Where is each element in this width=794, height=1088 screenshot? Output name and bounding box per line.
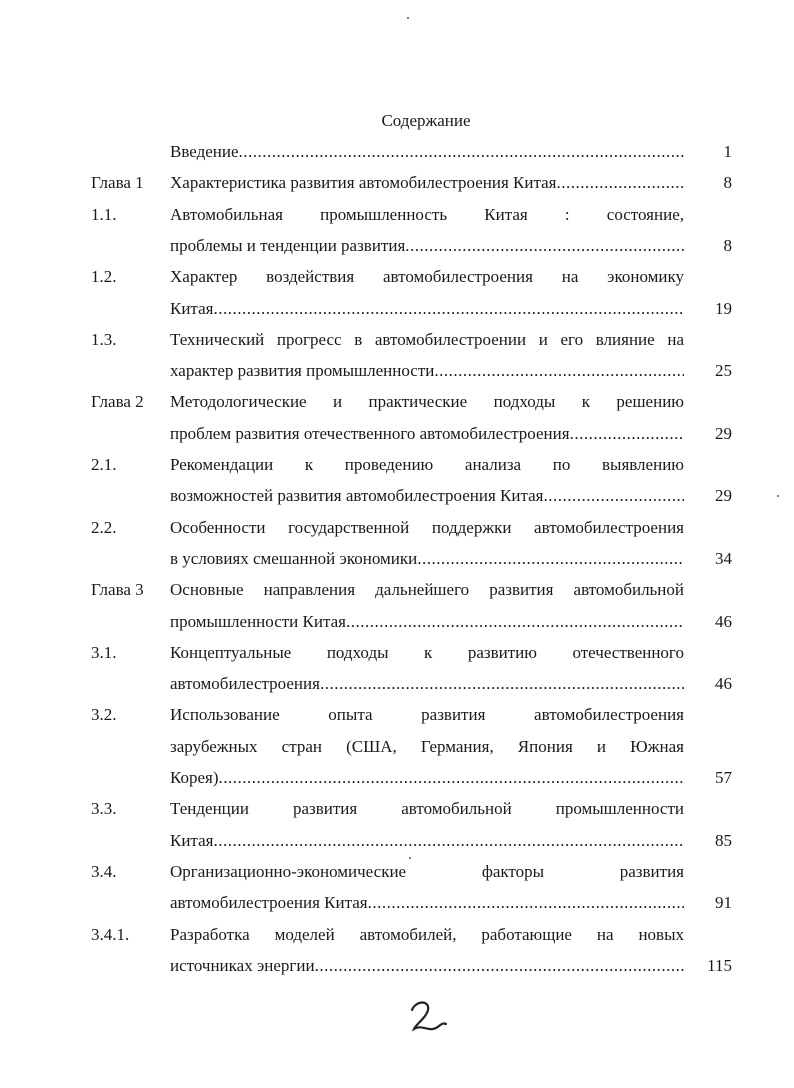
toc-entry-title-line: Автомобильная промышленность Китая : состояние, xyxy=(170,204,684,224)
dot-leader xyxy=(320,672,684,696)
toc-entry-title-line: Рекомендации к проведению анализа по выявлению xyxy=(170,455,684,474)
toc-entry-title-line xyxy=(170,140,684,164)
toc-entry-title-line: Тенденции развития автомобильной промышленности xyxy=(170,799,684,819)
dot-leader xyxy=(417,547,684,571)
toc-entry-title-line xyxy=(170,672,684,696)
toc-entry-title-line xyxy=(170,297,684,321)
toc-entry-title-line: Концептуальные подходы к развитию отечественного xyxy=(170,642,684,662)
toc-entry-page: 115 xyxy=(707,955,732,975)
toc-entry-title-text: характер развития промышленности xyxy=(170,361,435,381)
toc-entry-title-text: проблемы и тенденции развития xyxy=(170,235,406,255)
toc-entry-title-text: в условиях смешанной экономики xyxy=(170,548,418,568)
toc-entry-page: 29 xyxy=(715,423,732,443)
toc-entry-title-text: Введение xyxy=(170,142,239,161)
handwritten-page-number xyxy=(402,996,452,1036)
toc-entry-title-line xyxy=(170,547,684,571)
toc-entry-title-line: Технический прогресс в автомобилестроении и его влияние на xyxy=(170,329,684,349)
dot-leader xyxy=(543,484,684,508)
toc-entry-title-line xyxy=(170,610,684,634)
toc-entry-title-text: Китая xyxy=(170,298,214,318)
dot-leader xyxy=(213,829,684,853)
toc-entry-title-line: Характер воздействия автомобилестроения на экономику xyxy=(170,267,684,287)
toc-entry-number: 3.4. xyxy=(91,861,117,881)
toc-entry-page: 29 xyxy=(715,486,732,506)
toc-entry-page: 1 xyxy=(723,142,732,161)
dot-leader xyxy=(556,171,684,195)
toc-entry-page: 34 xyxy=(715,548,732,568)
toc-entry-page: 46 xyxy=(715,611,732,631)
toc-entry-page: 19 xyxy=(715,298,732,318)
dot-leader xyxy=(346,610,684,634)
toc-entry-title-line: Использование опыта развития автомобилестроения xyxy=(170,705,684,725)
toc-entry-title-line: Организационно-экономические факторы развития xyxy=(170,861,684,881)
toc-entry-number: 3.4.1. xyxy=(91,924,130,944)
toc-entry-number: 2.1. xyxy=(91,455,117,474)
toc-entry-page: 25 xyxy=(715,361,732,381)
dot-leader xyxy=(570,422,684,446)
toc-entry-number: 3.2. xyxy=(91,705,117,725)
dot-leader xyxy=(239,140,684,164)
toc-entry-title-line: зарубежных стран (США, Германия, Япония и Южная xyxy=(170,736,684,756)
toc-entry-number: 3.3. xyxy=(91,799,117,819)
toc-entry-page: 46 xyxy=(715,674,732,694)
toc-entry-title-text: промышленности Китая xyxy=(170,611,346,631)
toc-entry-title-line: Основные направления дальнейшего развития автомобильной xyxy=(170,580,684,600)
toc-entry-number: Глава 2 xyxy=(91,392,144,412)
dot-leader xyxy=(315,954,684,978)
scan-speck xyxy=(407,17,409,19)
page-title: Содержание xyxy=(381,111,471,130)
toc-entry-title-text: Корея) xyxy=(170,768,219,787)
toc-entry-number: 2.2. xyxy=(91,517,117,537)
toc-entry-title-line: Особенности государственной поддержки автомобилестроения xyxy=(170,517,684,537)
toc-entry-title-text: возможностей развития автомобилестроения Китая xyxy=(170,486,544,506)
toc-entry-title-line xyxy=(170,766,684,790)
dot-leader xyxy=(405,234,684,258)
toc-entry-title-text: автомобилестроения xyxy=(170,674,320,694)
dot-leader xyxy=(219,766,684,790)
toc-entry-title-text: Характеристика развития автомобилестроения Китая xyxy=(170,173,557,193)
dot-leader xyxy=(434,359,684,383)
toc-entry-title-line xyxy=(170,484,684,508)
toc-entry-title-line xyxy=(170,829,684,853)
scan-speck xyxy=(409,857,411,859)
toc-entry-title-line xyxy=(170,359,684,383)
toc-entry-number: Глава 1 xyxy=(91,173,144,193)
scan-speck xyxy=(777,495,779,497)
toc-entry-number: 1.2. xyxy=(91,267,117,287)
toc-entry-title-line xyxy=(170,422,684,446)
toc-entry-title-line xyxy=(170,234,684,258)
toc-entry-page: 91 xyxy=(715,893,732,913)
toc-entry-title-line xyxy=(170,171,684,195)
toc-entry-title-line xyxy=(170,954,684,978)
toc-entry-page: 8 xyxy=(723,235,732,255)
toc-entry-page: 85 xyxy=(715,830,732,850)
toc-entry-title-text: источниках энергии xyxy=(170,955,315,975)
toc-entry-page: 8 xyxy=(723,173,732,193)
toc-entry-number: 3.1. xyxy=(91,642,117,662)
toc-entry-title-line: Методологические и практические подходы к решению xyxy=(170,392,684,412)
toc-entry-number: 1.1. xyxy=(91,204,117,224)
toc-entry-title-line: Разработка моделей автомобилей, работающие на новых xyxy=(170,924,684,944)
dot-leader xyxy=(213,297,684,321)
toc-entry-page: 57 xyxy=(715,768,732,787)
toc-entry-number: Глава 3 xyxy=(91,580,144,600)
toc-entry-number: 1.3. xyxy=(91,329,117,349)
toc-entry-title-line xyxy=(170,891,684,915)
toc-entry-title-text: проблем развития отечественного автомобилестроения xyxy=(170,423,570,443)
dot-leader xyxy=(368,891,684,915)
toc-entry-title-text: Китая xyxy=(170,830,214,850)
toc-entry-title-text: автомобилестроения Китая xyxy=(170,893,368,913)
